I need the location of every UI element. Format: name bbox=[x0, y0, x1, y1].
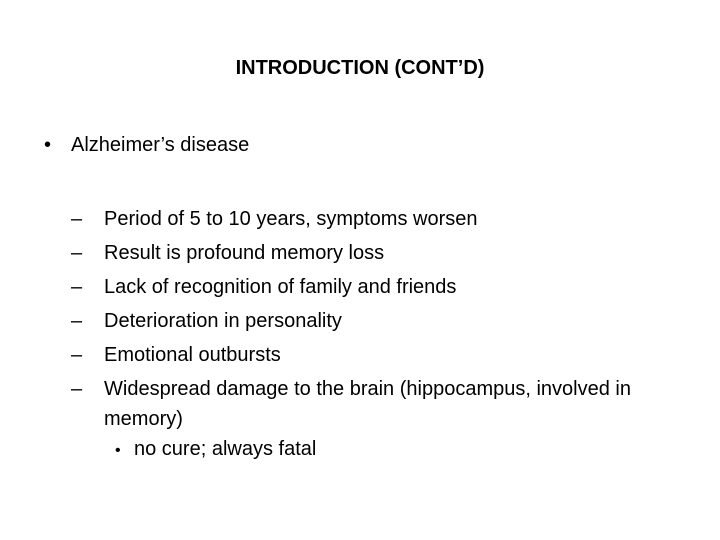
dash-marker: – bbox=[71, 242, 83, 264]
dash-marker: – bbox=[71, 208, 83, 230]
sub-sub-bullet-marker: • bbox=[115, 442, 121, 459]
dash-marker: – bbox=[71, 378, 83, 400]
sub-bullet-text: Deterioration in personality bbox=[104, 310, 342, 332]
sub-bullet-item bbox=[71, 236, 691, 270]
sub-bullet-text: Lack of recognition of family and friends bbox=[104, 276, 457, 298]
sub-bullet-item bbox=[71, 270, 691, 304]
sub-bullet-text: Widespread damage to the brain (hippocampus, involved in memory) bbox=[104, 378, 631, 430]
bullet-marker: • bbox=[44, 134, 52, 156]
sub-bullet-list bbox=[71, 202, 691, 434]
dash-marker: – bbox=[71, 310, 83, 332]
sub-bullet-text: Period of 5 to 10 years, symptoms worsen bbox=[104, 208, 478, 230]
dash-marker: – bbox=[71, 344, 83, 366]
sub-sub-bullet-text: no cure; always fatal bbox=[134, 438, 317, 460]
dash-marker: – bbox=[71, 276, 83, 298]
sub-sub-bullet-item bbox=[115, 435, 316, 465]
sub-bullet-item bbox=[71, 374, 691, 434]
sub-bullet-text: Result is profound memory loss bbox=[104, 242, 385, 264]
bullet-item bbox=[44, 131, 249, 159]
sub-bullet-item bbox=[71, 202, 691, 236]
sub-bullet-item bbox=[71, 338, 691, 372]
sub-bullet-text: Emotional outbursts bbox=[104, 344, 281, 366]
sub-bullet-item bbox=[71, 304, 691, 338]
bullet-text: Alzheimer’s disease bbox=[71, 134, 250, 156]
slide-title: INTRODUCTION (CONT’D) bbox=[235, 57, 485, 79]
